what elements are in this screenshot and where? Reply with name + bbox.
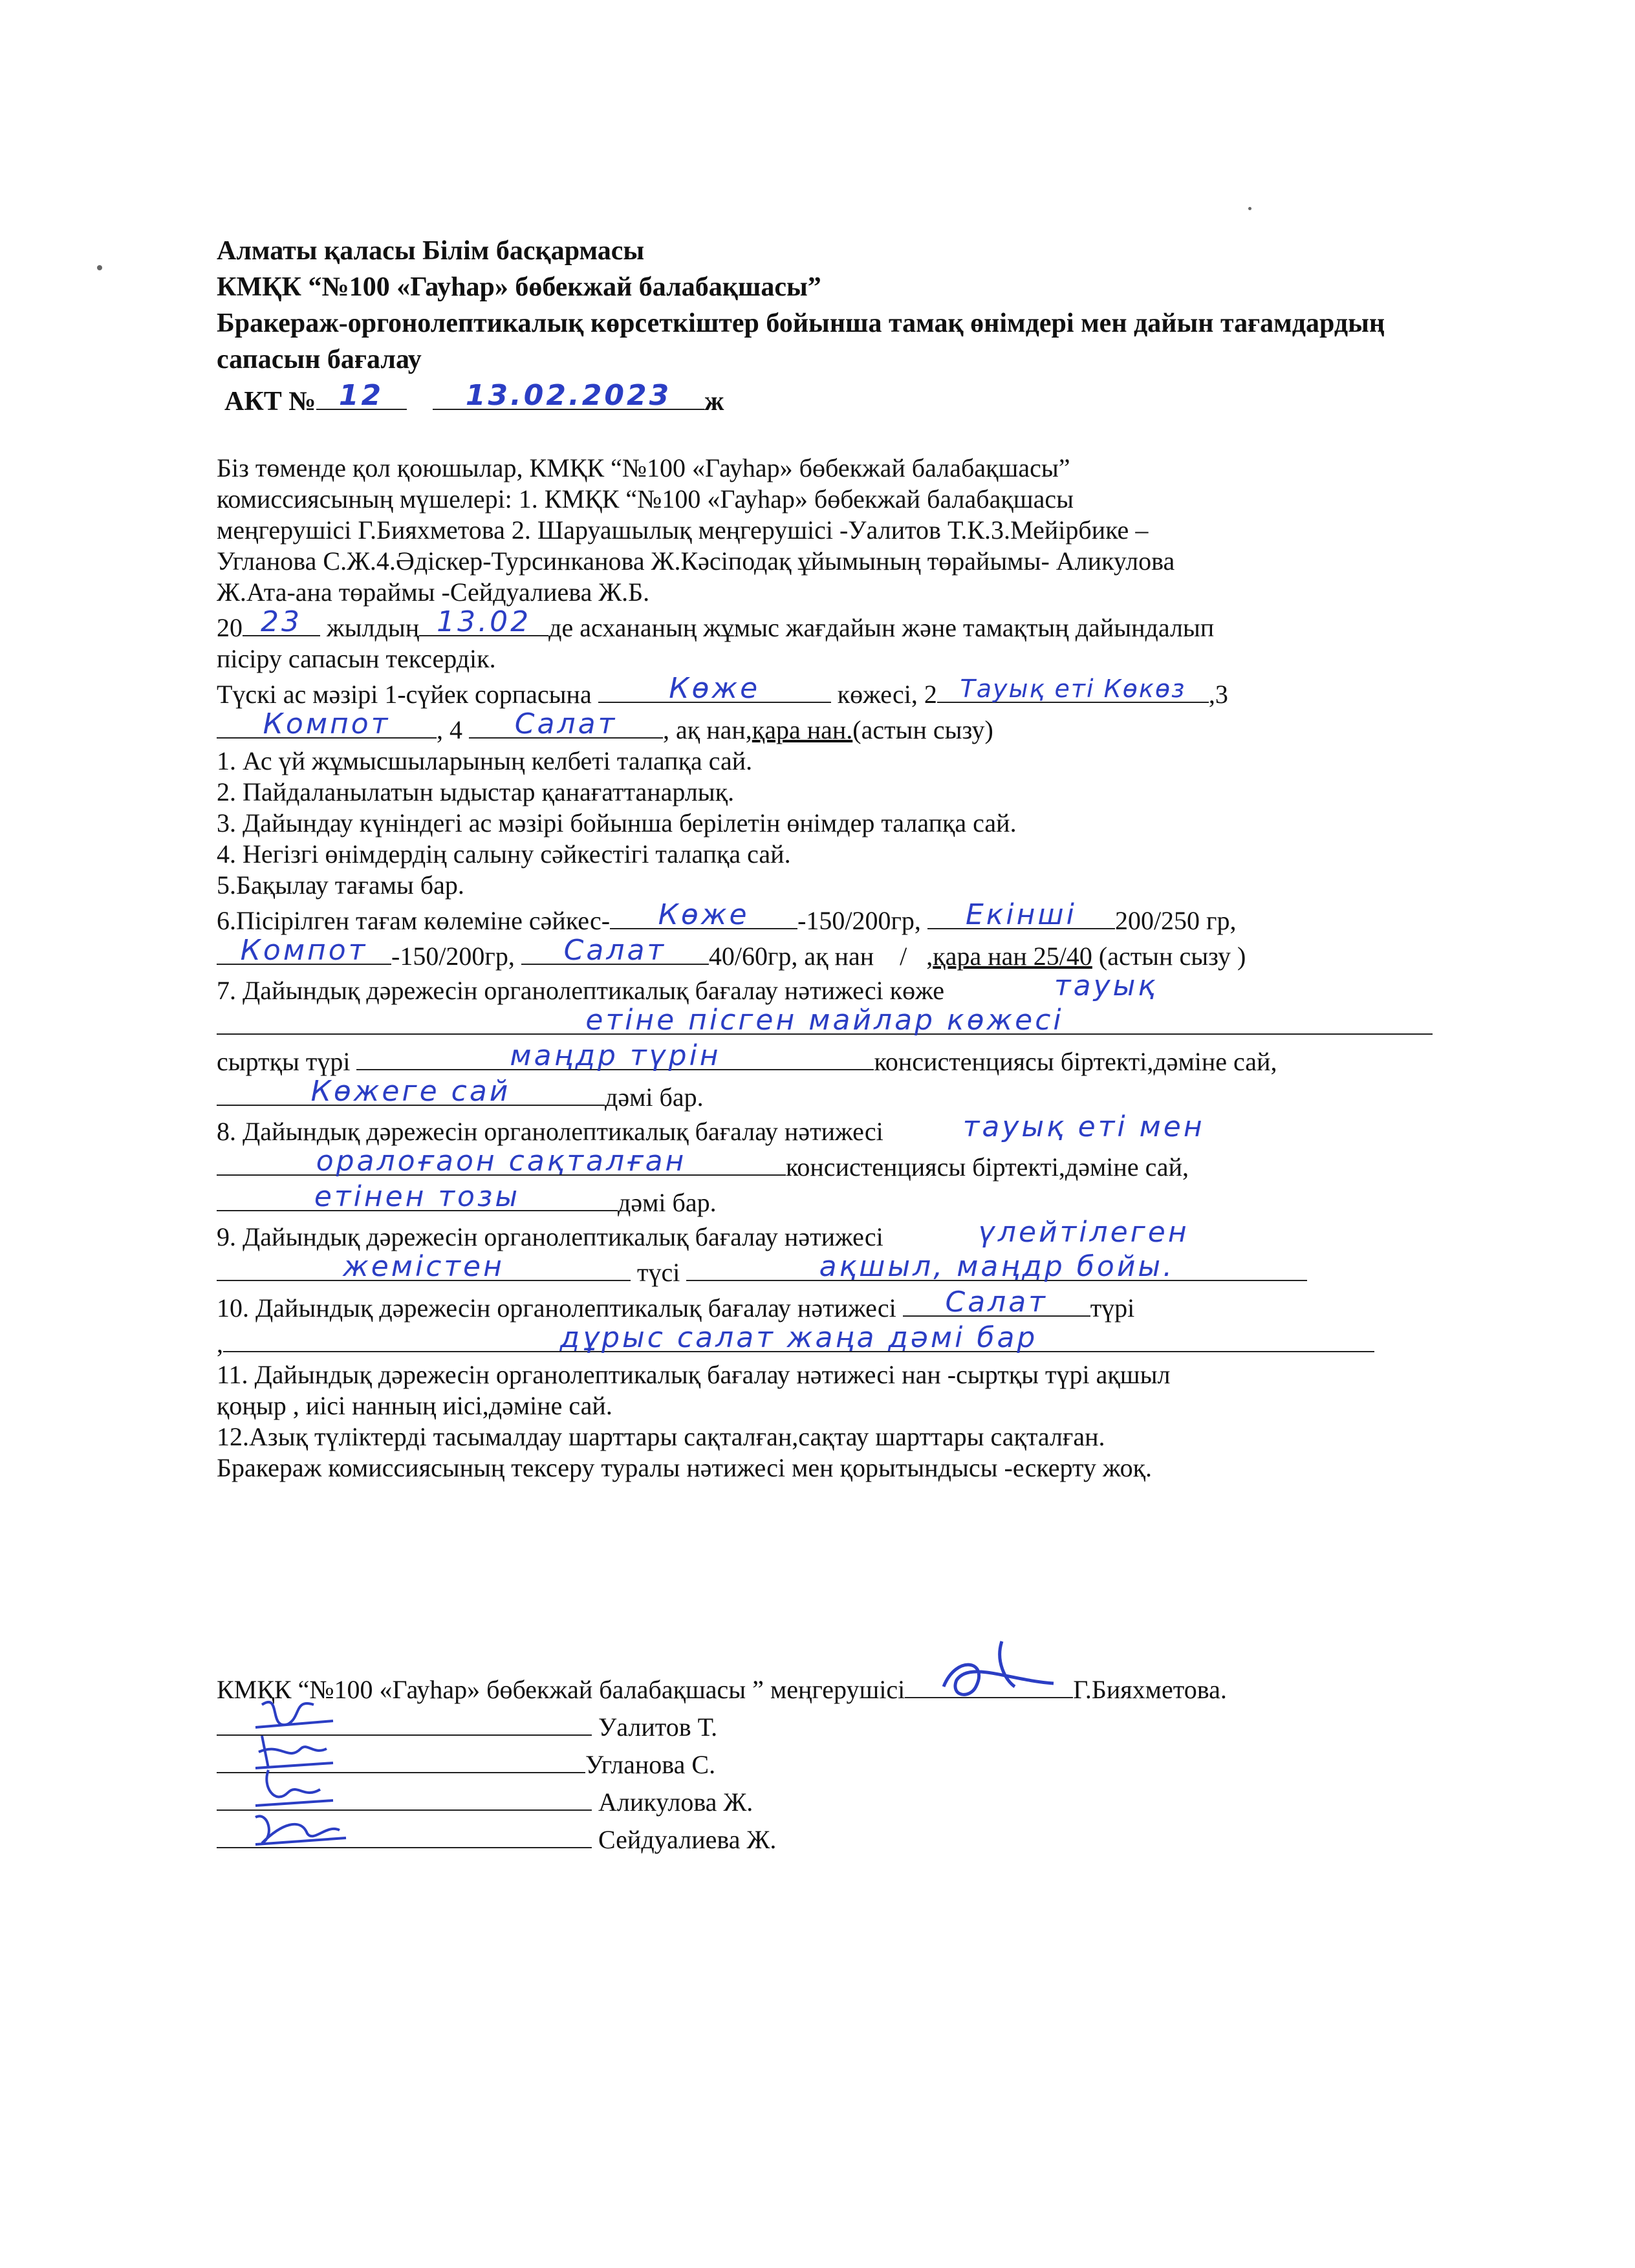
act-label: АКТ № — [224, 387, 316, 416]
commission-line-1: Біз төменде қол қоюшылар, КМҚК “№100 «Гауһар» бөбекжай балабақшасы” — [217, 453, 1070, 482]
signature-block — [217, 1669, 1484, 1856]
menu-sep-4: , 4 — [437, 715, 462, 744]
i6-text-e: -150/200гр, — [391, 942, 515, 971]
i8-desc-field — [883, 1110, 1284, 1143]
i7-appearance-label: сыртқы түрі — [217, 1047, 351, 1076]
i7-taste-handwritten: Көжеге сай — [310, 1075, 511, 1108]
i6-compote-handwritten: Компот — [240, 934, 368, 967]
i9-desc-handwritten: үлейтілеген — [978, 1216, 1189, 1249]
menu-mid: көжесі, 2 — [837, 680, 937, 709]
i9-color-handwritten: ақшыл, маңдр бойы. — [819, 1250, 1175, 1283]
head-signature-mark — [931, 1635, 1060, 1706]
item-5: 5.Бақылау тағамы бар. — [217, 870, 464, 900]
member-signature-4 — [217, 1819, 592, 1848]
i6-text-g: 40/60гр, ақ нан — [708, 942, 874, 971]
item-12-line-1: 12.Азық түліктерді тасымалдау шарттары сақталған,сақтау шарттары сақталған. — [217, 1422, 1105, 1451]
header-title: Бракераж-оргонолептикалық көрсеткіштер бойынша тамақ өнімдері мен дайын тағамдардың сапасын бағалау — [217, 308, 1385, 374]
item-2: 2. Пайдаланылатын ыдыстар қанағаттанарлық. — [217, 777, 735, 806]
item-3: 3. Дайындау күніндегі ас мәзірі бойынша берілетін өнімдер талапқа сай. — [217, 808, 1017, 837]
year-field — [243, 605, 320, 638]
date-line — [217, 605, 1484, 643]
i10-dish-handwritten: Салат — [945, 1286, 1048, 1319]
i6-second-field — [927, 898, 1115, 931]
item-9-line-2 — [217, 1250, 1484, 1288]
i10-desc-handwritten: дұрыс салат жаңа дәмі бар — [559, 1321, 1038, 1354]
i6-soup-field — [610, 898, 797, 931]
fourth-dish-handwritten: Салат — [514, 707, 618, 740]
i7-soup-desc-field — [944, 969, 1268, 1002]
i6-compote-field — [217, 936, 391, 965]
header-line-2: КМҚК “№100 «Гауһар» бөбекжай балабақшасы” — [217, 272, 821, 302]
member-name-4: Сейдуалиева Ж. — [598, 1825, 777, 1854]
item-10-line-2 — [217, 1321, 1484, 1359]
member-line-4 — [217, 1819, 1484, 1856]
i6-text-b: -150/200гр, — [797, 906, 921, 935]
head-name: Г.Бияхметова. — [1073, 1675, 1227, 1704]
i10-type-label: түрі — [1090, 1293, 1135, 1323]
menu-line-2 — [217, 707, 1484, 746]
i6-black-bread: қара нан 25/40 — [933, 942, 1092, 971]
item-11-line-1: 11. Дайындық дәрежесін органолептикалық бағалау нәтижесі нан -сыртқы түрі ақшыл — [217, 1360, 1171, 1389]
member-line-1 — [217, 1706, 1484, 1744]
member-name-2: Угланова С. — [585, 1750, 716, 1779]
member-name-1: Уалитов Т. — [598, 1712, 718, 1742]
menu-prefix: Түскі ас мәзірі 1-сүйек сорпасына — [217, 680, 592, 709]
i6-salad-handwritten: Салат — [563, 934, 667, 967]
i8-appearance-handwritten: оралоғаон сақталған — [316, 1145, 687, 1178]
i7-appearance-field — [356, 1039, 874, 1072]
item-10-line-1 — [217, 1288, 1484, 1324]
third-dish-handwritten: Компот — [263, 707, 391, 740]
i7-taste-field — [217, 1077, 605, 1106]
item-6-line-1 — [217, 898, 1484, 936]
member-line-2 — [217, 1744, 1484, 1781]
item-8-line-1 — [217, 1110, 1484, 1147]
menu-sep: ,3 — [1208, 680, 1228, 709]
i6-text-c: 200/250 гр, — [1114, 906, 1237, 935]
i8-taste-label: дәмі бар. — [618, 1188, 717, 1217]
third-dish-field — [217, 707, 437, 740]
day-handwritten: 13.02 — [437, 605, 532, 638]
i9-kind-handwritten: жемістен — [343, 1250, 504, 1283]
act-date-handwritten: 13.02.2023 — [465, 379, 672, 412]
menu-line-1 — [217, 672, 1484, 710]
item-12-line-2: Бракераж комиссиясының тексеру туралы нәтижесі мен қорытындысы -ескерту жоқ. — [217, 1453, 1153, 1482]
head-signature-line — [217, 1669, 1484, 1706]
second-dish-field — [937, 675, 1209, 703]
i6-note: (астын сызу ) — [1098, 942, 1246, 971]
i6-soup-handwritten: Көже — [658, 898, 750, 931]
commission-line-2: комиссиясының мүшелері: 1. КМҚК “№100 «Гауһар» бөбекжай балабақшасы — [217, 484, 1074, 513]
commission-line-4: Угланова С.Ж.4.Әдіскер-Турсинканова Ж.Кәсіподақ ұйымының төрайымы- Аликулова — [217, 546, 1175, 576]
bread-note: (астын сызу) — [852, 715, 993, 744]
i6-text-a: 6.Пісірілген тағам көлеміне сәйкес- — [217, 906, 611, 935]
i7-desc-handwritten: етіне пісген майлар көжесі — [585, 1004, 1064, 1037]
i7-text-a: 7. Дайындық дәрежесін органолептикалық бағалау нәтижесі көже — [217, 976, 944, 1005]
day-field — [419, 605, 548, 638]
act-date-field — [433, 379, 704, 412]
i7-appearance-handwritten: маңдр түрін — [510, 1039, 721, 1072]
item-11-line-2: қоңыр , иісі нанның иісі,дәміне сай. — [217, 1391, 612, 1420]
i8-text-a: 8. Дайындық дәрежесін органолептикалық бағалау нәтижесі — [217, 1117, 883, 1146]
scan-speck — [1248, 207, 1251, 210]
commission-line-5: Ж.Ата-ана төраймы -Сейдуалиева Ж.Б. — [217, 578, 650, 607]
item-6-line-2 — [217, 936, 1484, 972]
i10-desc-field — [223, 1321, 1374, 1354]
head-signature — [905, 1669, 1073, 1698]
i7-taste-label: дәмі бар. — [605, 1083, 704, 1112]
i7-consistency: консистенциясы біртекті,дәміне сай, — [874, 1047, 1277, 1076]
header-line-1: Алматы қаласы Білім басқармасы — [217, 236, 645, 266]
item-7-line-2 — [217, 1006, 1484, 1042]
act-line — [224, 379, 1484, 416]
item-7-line-1 — [217, 969, 1484, 1006]
i9-desc-field — [883, 1216, 1284, 1249]
item-8-line-3 — [217, 1180, 1484, 1218]
date-mid: жылдың — [327, 613, 420, 642]
item-9-line-1 — [217, 1218, 1484, 1253]
date-rest: де асхананың жұмыс жағдайын және тамақтың дайындалып — [548, 613, 1215, 642]
bread-prefix: , ақ нан, — [663, 715, 752, 744]
act-suffix: ж — [704, 387, 724, 416]
i9-kind-field — [217, 1250, 631, 1283]
i7-soup-desc-handwritten: тауық — [1054, 969, 1158, 1002]
i6-salad-field — [521, 936, 709, 965]
soup-handwritten: Көже — [669, 672, 761, 705]
year-handwritten: 23 — [261, 605, 302, 638]
i8-desc-handwritten: тауық еті мен — [962, 1110, 1205, 1143]
item-1: 1. Ас үй жұмысшыларының келбеті талапқа сай. — [217, 746, 753, 775]
i9-color-label: түсі — [637, 1258, 680, 1287]
i10-text-a: 10. Дайындық дәрежесін органолептикалық бағалау нәтижесі — [217, 1293, 896, 1323]
head-label: КМҚК “№100 «Гауһар» бөбекжай балабақшасы ” меңгерушісі — [217, 1675, 905, 1704]
soup-field — [598, 672, 831, 705]
i9-text-a: 9. Дайындық дәрежесін органолептикалық бағалау нәтижесі — [217, 1222, 883, 1251]
member-line-3 — [217, 1781, 1484, 1819]
commission-line-3: меңгерушісі Г.Бияхметова 2. Шаруашылық меңгерушісі -Уалитов Т.К.3.Мейірбике – — [217, 515, 1149, 545]
bread-underlined: қара нан. — [752, 715, 853, 744]
act-number-handwritten: 12 — [338, 379, 384, 412]
item-4: 4. Негізгі өнімдердің салыну сәйкестігі талапқа сай. — [217, 839, 791, 869]
i10-comma: , — [217, 1329, 223, 1358]
i9-color-field — [686, 1250, 1307, 1283]
second-dish-handwritten: Тауық еті Көкөз — [960, 675, 1186, 703]
i8-consistency: консистенциясы біртекті,дәміне сай, — [786, 1152, 1189, 1182]
document — [217, 233, 1484, 1484]
act-number-field — [316, 379, 407, 412]
date-prefix: 20 — [217, 613, 243, 642]
i8-taste-handwritten: етінен тозы — [314, 1180, 521, 1213]
scan-speck — [97, 265, 102, 270]
i7-desc-field — [217, 1006, 1433, 1035]
item-7-line-3 — [217, 1039, 1484, 1077]
i8-taste-field — [217, 1180, 618, 1213]
i8-appearance-field — [217, 1147, 786, 1176]
i6-slash: / — [900, 942, 907, 971]
signature-mark-4 — [243, 1798, 352, 1856]
i10-dish-field — [903, 1288, 1090, 1317]
date-line-2: пісіру сапасын тексердік. — [217, 644, 496, 673]
i6-second-handwritten: Екінші — [966, 898, 1077, 931]
item-8-line-2 — [217, 1147, 1484, 1183]
member-name-3: Аликулова Ж. — [598, 1787, 753, 1817]
item-7-line-4 — [217, 1077, 1484, 1113]
i6-comma: , — [926, 942, 933, 971]
fourth-dish-field — [469, 707, 663, 740]
